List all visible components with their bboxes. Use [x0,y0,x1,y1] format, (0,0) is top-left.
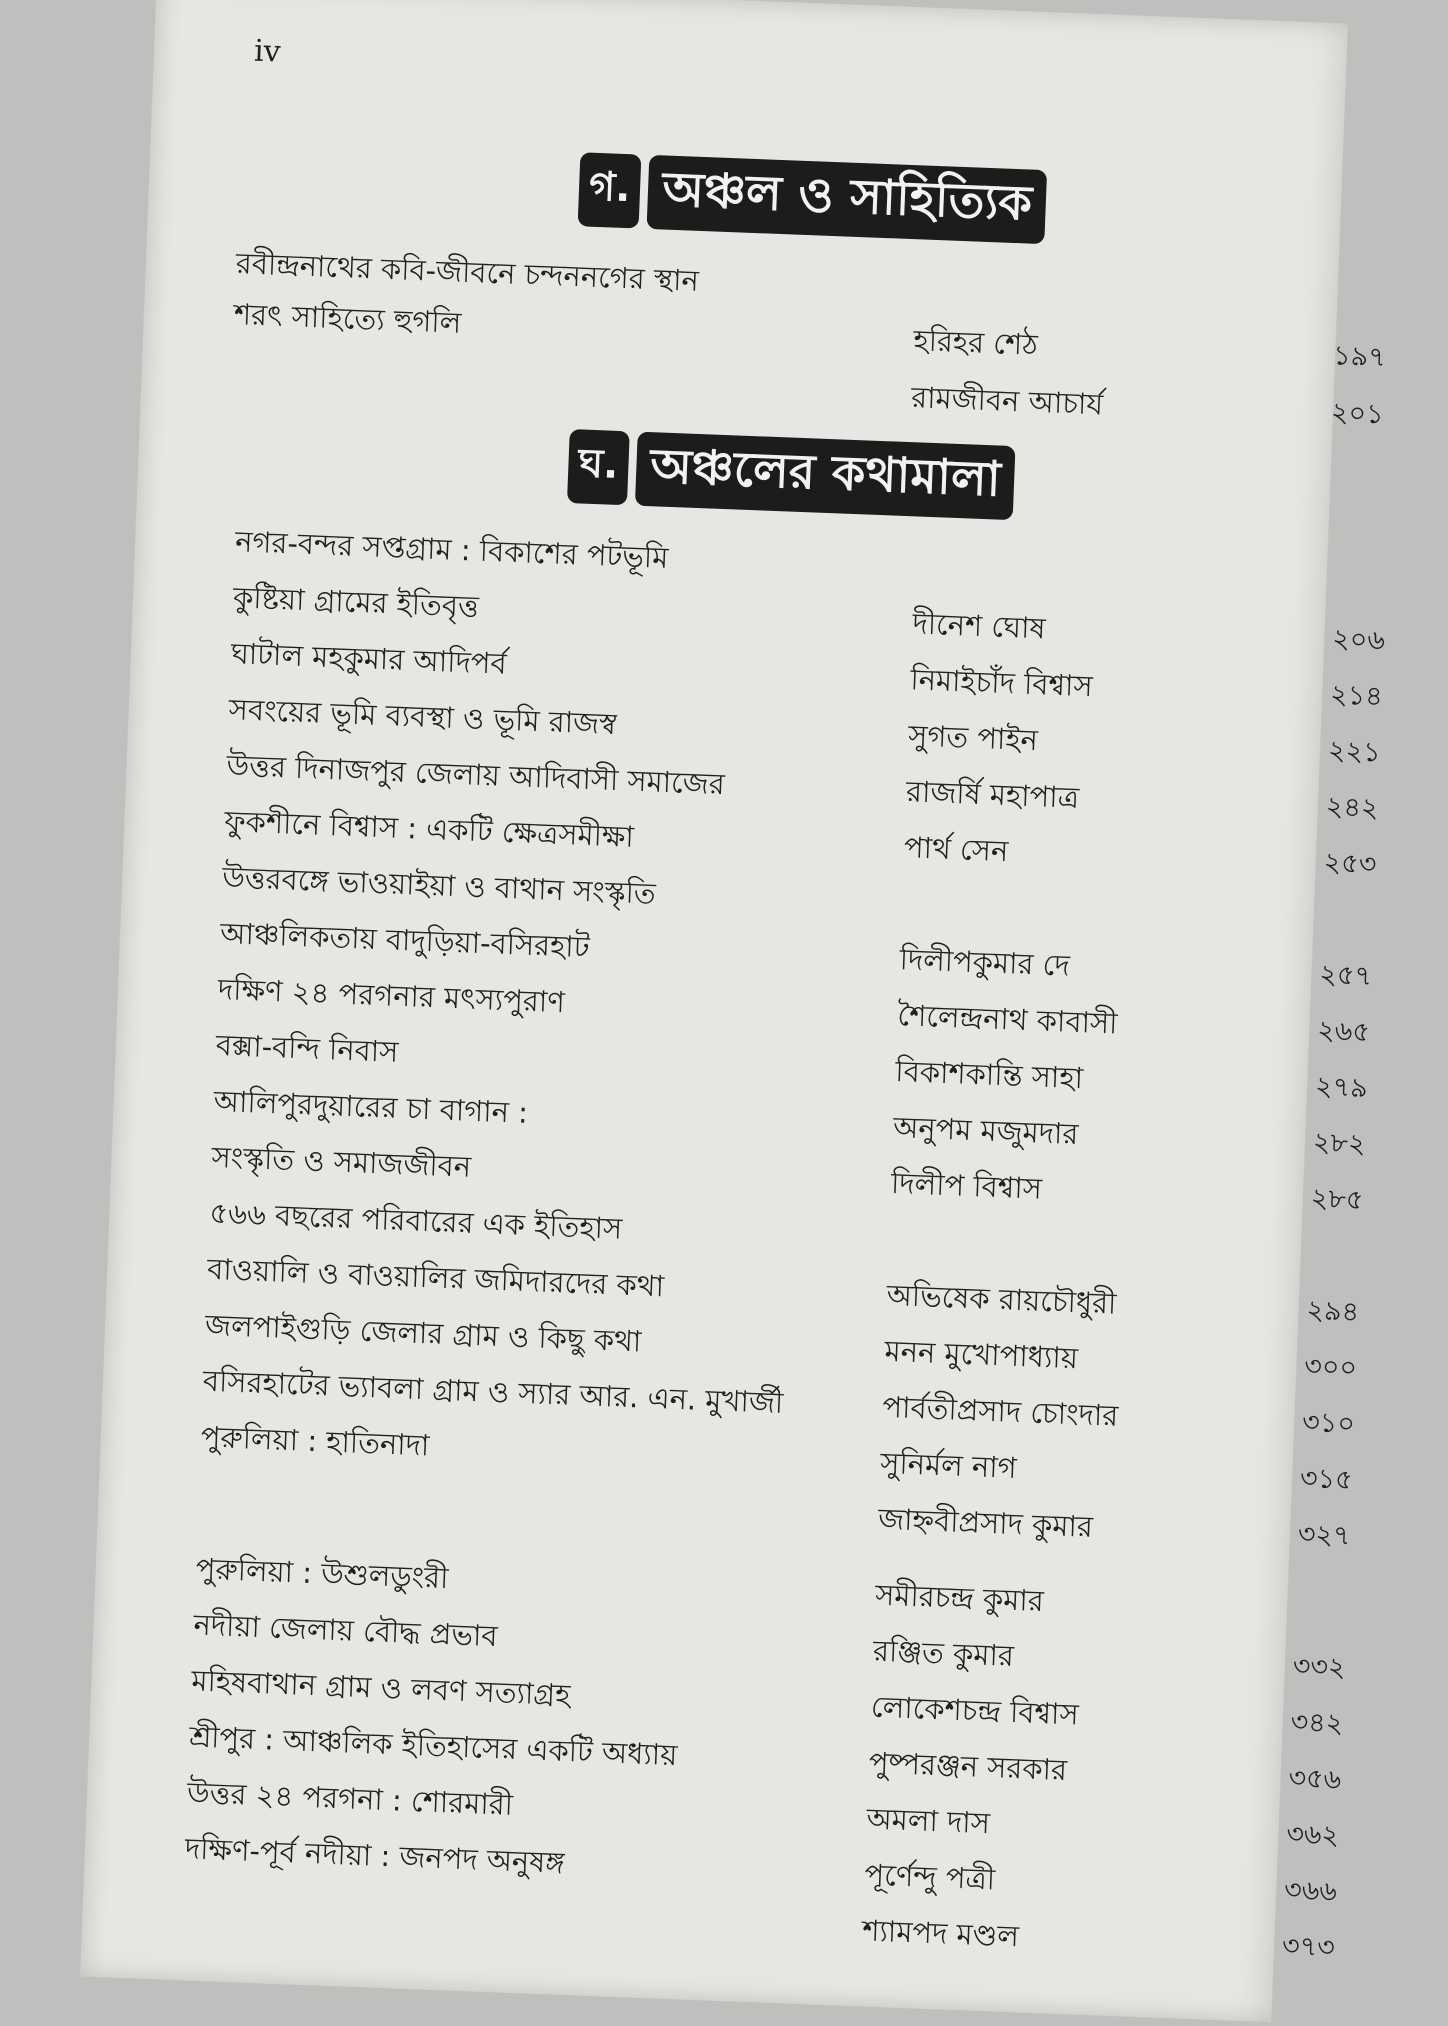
entry-page: ৩৭৩ [1281,1930,1336,1964]
entry-title: বাওয়ালি ও বাওয়ালির জমিদারদের কথা [206,1251,665,1304]
entry-author: পুষ্পরঞ্জন সরকার [868,1745,1068,1788]
entry-author: পার্বতীপ্রসাদ চোংদার [881,1389,1119,1433]
entry-author: দীনেশ ঘোষ [911,606,1047,646]
entry-page: ২৯৪ [1305,1294,1360,1328]
entry-title: আঞ্চলিকতায় বাদুড়িয়া-বসিরহাট [219,916,591,965]
entry-author: জাহ্নবীপ্রসাদ কুমার [877,1501,1094,1544]
book-page [80,0,1387,2022]
entry-author: পার্থ সেন [903,830,1009,869]
entry-page: ৩১০ [1301,1406,1356,1440]
entry-title: পুরুলিয়া : হাতিনাদা [200,1419,430,1463]
entry-page: ৩২৭ [1297,1518,1352,1552]
section-title: অঞ্চলের কথামালা [635,432,1016,520]
entry-author: মনন মুখোপাধ্যায় [884,1333,1079,1376]
entry-author: অমলা দাস [866,1801,991,1841]
entry-title: আলিপুরদুয়ারের চা বাগান : [213,1083,529,1130]
entry-author: অভিষেক রায়চৌধুরী [886,1277,1118,1321]
section-header-gha [567,429,1016,520]
entry-author: দিলীপকুমার দে [899,942,1071,983]
entry-title: শরৎ সাহিত্যে হুগলি [233,297,462,340]
entry-page: ২৮২ [1312,1127,1367,1161]
entry-page: ১৯৭ [1332,340,1387,374]
entry-page: ৩৬৬ [1283,1874,1338,1908]
entry-title: ৫৬৬ বছরের পরিবারের এক ইতিহাস [208,1195,623,1246]
section-header-ga [578,152,1048,244]
section-title: অঞ্চল ও সাহিত্যিক [647,155,1047,244]
entry-author: শ্যামপদ মণ্ডল [861,1913,1020,1954]
entry-page [1309,1235,1389,1238]
entry-author: পূর্ণেন্দু পত্রী [863,1857,996,1897]
entry-page: ২৪২ [1325,791,1380,825]
entry-page: ২২১ [1327,735,1382,769]
entry-page: ২৫৩ [1323,847,1377,881]
entry-author: সুনির্মল নাগ [879,1445,1018,1485]
entry-title: সবংয়ের ভূমি ব্যবস্থা ও ভূমি রাজস্ব [228,692,618,742]
entry-page: ৩৫৬ [1287,1762,1342,1796]
entry-page: ২১৪ [1329,679,1384,713]
entry-title: নদীয়া জেলায় বৌদ্ধ প্রভাব [192,1607,499,1654]
entry-page [1296,1591,1376,1594]
entry-title: সংস্কৃতি ও সমাজজীবন [210,1139,472,1184]
entry-author: নিমাইচাঁদ বিশ্বাস [909,662,1094,704]
entry-author: দিলীপ বিশ্বাস [890,1165,1043,1206]
entry-title: পুরুলিয়া : উশুলডুংরী [195,1551,450,1596]
entry-author: শৈলেন্দ্রনাথ কাবাসী [896,998,1119,1041]
entry-author: সমীরচন্দ্র কুমার [874,1577,1045,1619]
entry-title: দক্ষিণ ২৪ পরগনার মৎস্যপুরাণ [217,971,566,1020]
entry-page: ২০১ [1330,397,1385,431]
entry-title: ঘাটাল মহকুমার আদিপর্ব [230,636,508,681]
entry-page: ২৫৭ [1318,959,1373,993]
entry-author: সুগত পাইন [907,718,1039,758]
entry-title: দক্ষিণ-পূর্ব নদীয়া : জনপদ অনুষঙ্গ [184,1831,566,1880]
entry-author: অনুপম মজুমদার [892,1109,1079,1152]
entry-author: রামজীবন আচার্য [910,380,1104,422]
entry-title: শ্রীপুর : আঞ্চলিক ইতিহাসের একটি অধ্যায় [188,1719,678,1773]
entry-author: লোকেশচন্দ্র বিশ্বাস [870,1689,1080,1732]
entry-title: রবীন্দ্রনাথের কবি-জীবনে চন্দননগের স্থান [235,246,700,298]
entry-title: উত্তর দিনাজপুর জেলায় আদিবাসী সমাজের [226,748,726,802]
entry-author: রঞ্জিত কুমার [872,1633,1015,1673]
entry-page [1336,285,1416,288]
entry-page: ২৮৫ [1310,1183,1364,1217]
entry-title: মহিষবাথান গ্রাম ও লবণ সত্যাগ্রহ [190,1663,571,1712]
entry-title: উত্তর ২৪ পরগনা : শোরমারী [186,1775,514,1822]
entry-page: ৩১৫ [1299,1462,1354,1496]
entry-title: উত্তরবঙ্গে ভাওয়াইয়া ও বাথান সংস্কৃতি [221,860,657,911]
entry-page: ৩৬২ [1285,1818,1340,1852]
entry-title: বক্সা-বন্দি নিবাস [215,1027,399,1069]
entry-page: ৩৪২ [1290,1706,1344,1740]
entry-title: কুষ্টিয়া গ্রামের ইতিবৃত্ত [232,580,480,624]
entry-page: ২৬৫ [1316,1015,1371,1049]
entry-page: ২০৬ [1331,623,1386,657]
entry-title: নগর-বন্দর সপ্তগ্রাম : বিকাশের পটভূমি [234,524,669,575]
entry-author: হরিহর শেঠ [912,323,1039,362]
entry-page: ৩৩২ [1292,1650,1347,1684]
entry-title: জলপাইগুড়ি জেলার গ্রাম ও কিছু কথা [204,1307,642,1359]
page-number: iv [253,33,282,70]
entry-author: রাজর্ষি মহাপাত্র [905,774,1080,815]
entry-page: ২৭৯ [1314,1071,1369,1105]
entry-title: ফুকশীনে বিশ্বাস : একটি ক্ষেত্রসমীক্ষা [223,804,635,854]
entry-author: বিকাশকান্তি সাহা [894,1054,1084,1096]
entry-page [1322,899,1402,902]
entry-page [1335,564,1415,567]
entry-title: বসিরহাটের ভ্যাবলা গ্রাম ও স্যার আর. এন. মুখার্জী [202,1363,784,1420]
section-letter: গ. [578,152,642,228]
entry-page: ৩০০ [1303,1350,1358,1384]
section-letter: ঘ. [567,429,630,505]
